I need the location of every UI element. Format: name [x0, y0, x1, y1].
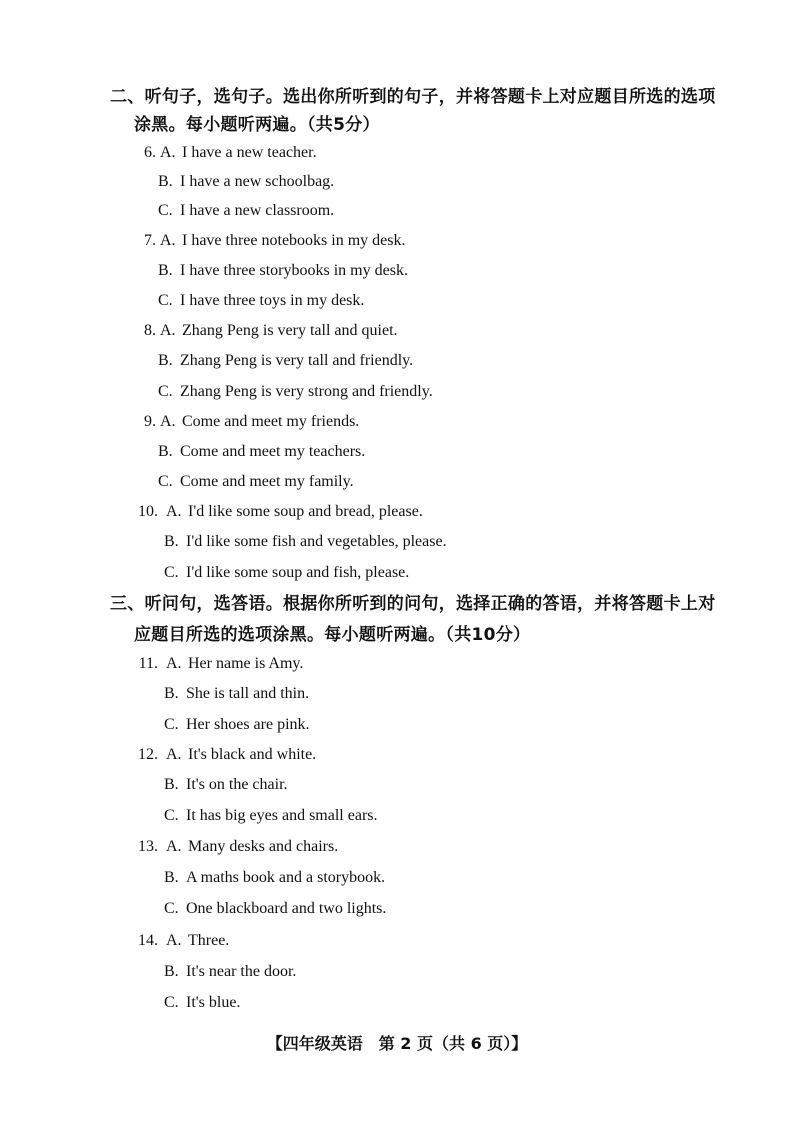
section-3-heading-line-1: 三、听问句，选答语。根据你所听到的问句，选择正确的答语，并将答题卡上对 [110, 594, 716, 614]
option-text: It has big eyes and small ears. [186, 807, 378, 824]
option-letter: A. [166, 503, 182, 520]
option-letter: B. [158, 352, 173, 369]
question-6-option-a [134, 143, 317, 163]
question-7-option-b [158, 261, 408, 281]
option-text: Come and meet my teachers. [180, 443, 366, 460]
question-9-option-a [134, 412, 359, 432]
option-letter: C. [158, 202, 173, 219]
option-letter: B. [164, 685, 179, 702]
option-text: I have a new classroom. [180, 202, 335, 219]
option-text: It's on the chair. [186, 776, 288, 793]
question-8-option-b [158, 351, 413, 371]
option-letter: C. [164, 807, 179, 824]
option-letter: A. [166, 746, 182, 763]
question-number: 9. [144, 413, 156, 430]
question-12-option-a [134, 745, 316, 765]
question-7-option-c [158, 291, 364, 311]
option-letter: C. [158, 383, 173, 400]
option-text: A maths book and a storybook. [186, 869, 386, 886]
question-14-option-a [134, 931, 229, 951]
option-letter: A. [166, 838, 182, 855]
question-number: 10. [138, 503, 158, 520]
option-letter: B. [164, 869, 179, 886]
option-text: It's blue. [186, 994, 241, 1011]
question-6-option-c [158, 201, 334, 221]
question-11-option-c [164, 715, 310, 735]
option-text: Zhang Peng is very tall and quiet. [182, 322, 398, 339]
section-2-heading-line-2: 涂黑。每小题听两遍。（共5分） [134, 115, 380, 135]
option-text: She is tall and thin. [186, 685, 310, 702]
option-letter: A. [160, 144, 176, 161]
question-7-option-a [134, 231, 406, 251]
question-8-option-a [134, 321, 398, 341]
option-text: I have a new schoolbag. [180, 173, 335, 190]
option-letter: B. [158, 173, 173, 190]
option-text: I'd like some soup and bread, please. [188, 503, 423, 520]
option-text: Her shoes are pink. [186, 716, 310, 733]
question-10-option-a [134, 502, 423, 522]
option-text: I have three notebooks in my desk. [182, 232, 406, 249]
question-12-option-c [164, 806, 378, 826]
question-10-option-c [164, 563, 409, 583]
option-text: I have three toys in my desk. [180, 292, 365, 309]
option-text: I'd like some soup and fish, please. [186, 564, 410, 581]
option-text: Zhang Peng is very tall and friendly. [180, 352, 414, 369]
option-text: I have three storybooks in my desk. [180, 262, 408, 279]
option-letter: B. [164, 963, 179, 980]
question-number: 12. [138, 746, 158, 763]
question-12-option-b [164, 775, 288, 795]
question-number: 11. [138, 655, 158, 672]
option-letter: B. [164, 776, 179, 793]
option-text: It's near the door. [186, 963, 297, 980]
question-13-option-a [134, 837, 338, 857]
question-number: 6. [144, 144, 156, 161]
question-14-option-c [164, 993, 240, 1013]
question-8-option-c [158, 382, 433, 402]
option-text: I have a new teacher. [182, 144, 317, 161]
question-13-option-c [164, 899, 386, 919]
question-number: 7. [144, 232, 156, 249]
option-letter: B. [158, 262, 173, 279]
option-text: One blackboard and two lights. [186, 900, 387, 917]
option-text: It's black and white. [188, 746, 317, 763]
option-text: Many desks and chairs. [188, 838, 339, 855]
question-number: 8. [144, 322, 156, 339]
question-13-option-b [164, 868, 385, 888]
option-letter: A. [160, 232, 176, 249]
question-11-option-b [164, 684, 309, 704]
question-11-option-a [134, 654, 303, 674]
question-number: 13. [138, 838, 158, 855]
option-text: Come and meet my friends. [182, 413, 360, 430]
option-letter: C. [164, 564, 179, 581]
option-text: Three. [188, 932, 230, 949]
option-letter: C. [164, 716, 179, 733]
option-text: Her name is Amy. [188, 655, 304, 672]
option-text: Come and meet my family. [180, 473, 354, 490]
question-9-option-c [158, 472, 354, 492]
question-10-option-b [164, 532, 447, 552]
option-letter: C. [164, 994, 179, 1011]
option-text: I'd like some fish and vegetables, please. [186, 533, 447, 550]
section-3-heading-line-2: 应题目所选的选项涂黑。每小题听两遍。（共10分） [134, 625, 531, 645]
question-number: 14. [138, 932, 158, 949]
option-letter: C. [158, 292, 173, 309]
option-letter: A. [160, 413, 176, 430]
section-2-heading-line-1: 二、听句子，选句子。选出你所听到的句子，并将答题卡上对应题目所选的选项 [110, 87, 716, 107]
option-letter: C. [158, 473, 173, 490]
page-footer: 【四年级英语 第 2 页（共 6 页）】 [266, 1034, 528, 1053]
option-text: Zhang Peng is very strong and friendly. [180, 383, 433, 400]
option-letter: A. [166, 932, 182, 949]
option-letter: C. [164, 900, 179, 917]
question-9-option-b [158, 442, 365, 462]
option-letter: B. [158, 443, 173, 460]
question-14-option-b [164, 962, 296, 982]
question-6-option-b [158, 172, 334, 192]
option-letter: A. [160, 322, 176, 339]
option-letter: A. [166, 655, 182, 672]
option-letter: B. [164, 533, 179, 550]
